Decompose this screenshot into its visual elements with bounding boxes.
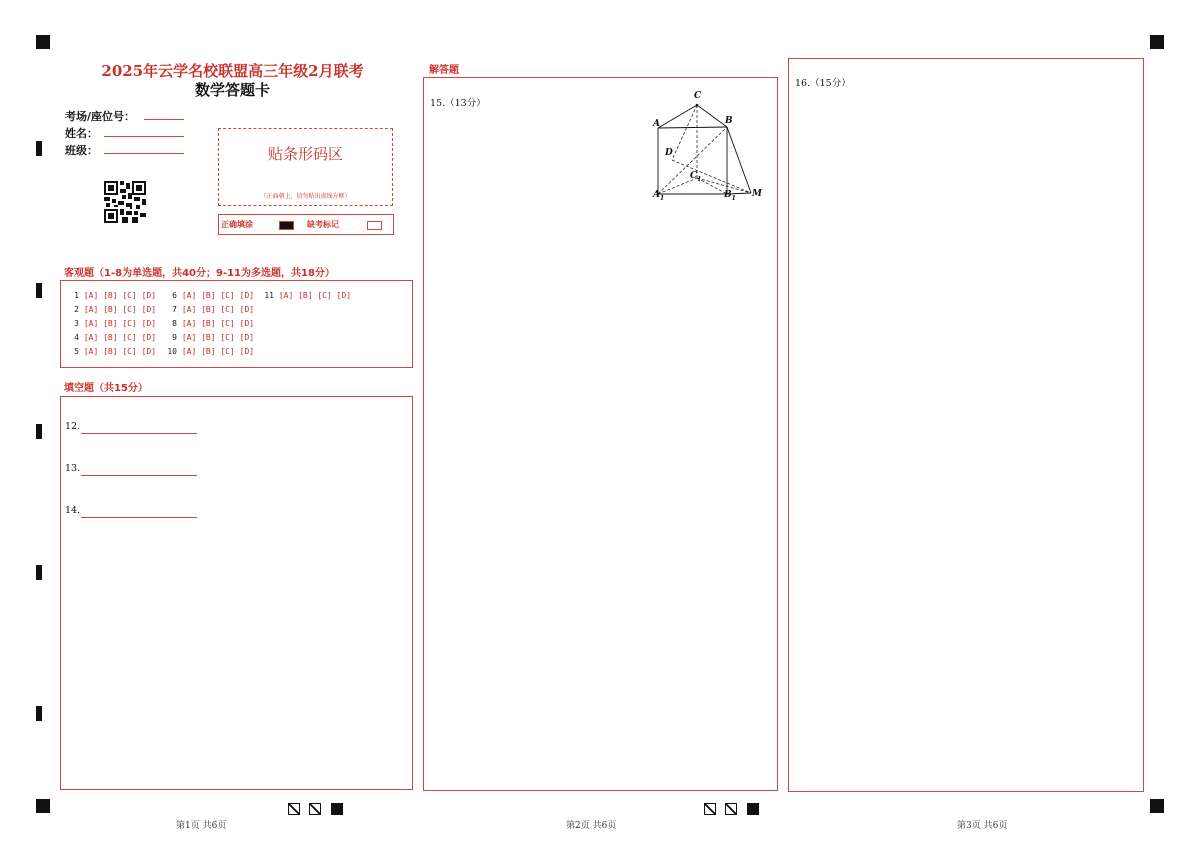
answer-box-15[interactable] [423,77,778,791]
mc-item[interactable]: 10 [A] [B] [C] [D] [167,347,255,356]
name-field[interactable] [104,136,184,137]
mc-item[interactable]: 8 [A] [B] [C] [D] [172,319,255,328]
mc-item[interactable]: 7 [A] [B] [C] [D] [172,305,255,314]
figure-label-c: C [694,91,702,101]
corner-mark-top-left [36,35,50,49]
mc-item[interactable]: 3 [A] [B] [C] [D] [74,319,157,328]
mc-item[interactable]: 6 [A] [B] [C] [D] [172,291,255,300]
fill-in-label-12: 12. [65,421,81,432]
fill-in-answer-13[interactable] [81,475,197,476]
side-mark [36,283,42,298]
objective-heading: 客观题（1-8为单选题，共40分；9-11为多选题，共18分） [64,268,335,279]
card-title: 数学答题卡 [194,81,270,99]
page-marker-hatched-icon [288,803,300,815]
absent-mark-box[interactable] [367,221,382,230]
fill-in-heading: 填空题（共15分） [64,383,148,394]
mc-item[interactable]: 2 [A] [B] [C] [D] [74,305,157,314]
question-15-label: 15.（13分） [430,98,486,109]
corner-mark-top-right [1150,35,1164,49]
objective-box [60,280,413,368]
figure-label-d: D [665,148,673,158]
legend-box [218,214,394,235]
mc-item[interactable]: 11 [A] [B] [C] [D] [264,291,352,300]
footer-page-3: 第3页 共6页 [957,821,1008,831]
footer-page-1: 第1页 共6页 [176,821,227,831]
fill-in-answer-14[interactable] [81,517,197,518]
fill-in-answer-12[interactable] [81,433,197,434]
corner-mark-bottom-right [1150,799,1164,813]
question-16-label: 16.（15分） [795,78,851,89]
figure-label-a: A [653,119,660,129]
class-label: 班级： [65,144,98,157]
page-marker-solid-icon [331,803,343,815]
side-mark [36,565,42,580]
side-mark [36,706,42,721]
figure-label-m: M [752,189,762,199]
side-mark [36,424,42,439]
name-label: 姓名： [65,127,98,140]
figure-label-b: B [725,116,733,126]
figure-label-b1: $B_1$ [724,190,736,202]
fill-in-box [60,396,413,790]
page-marker-hatched-icon [309,803,321,815]
fill-in-label-14: 14. [65,505,81,516]
solution-heading: 解答题 [429,65,459,76]
fill-in-label-13: 13. [65,463,81,474]
mc-item[interactable]: 4 [A] [B] [C] [D] [74,333,157,342]
seat-field[interactable] [144,119,184,120]
footer-page-2: 第2页 共6页 [566,821,617,831]
figure-label-c1: $C_1$ [690,171,702,183]
mc-item[interactable]: 9 [A] [B] [C] [D] [172,333,255,342]
barcode-area [218,128,393,206]
class-field[interactable] [104,153,184,154]
corner-mark-bottom-left [36,799,50,813]
mc-item[interactable]: 5 [A] [B] [C] [D] [74,347,157,356]
correct-fill-sample [279,221,294,230]
barcode-area-note: （正面朝上，切勿贴出虚线方框） [260,193,351,200]
qr-code-icon [104,181,146,223]
absent-mark-label: 缺考标记 [307,220,339,229]
figure-label-a1: $A_1$ [653,190,665,202]
side-mark [36,141,42,156]
mc-item[interactable]: 1 [A] [B] [C] [D] [74,291,157,300]
exam-title: 2025年云学名校联盟高三年级2月联考 [101,62,364,80]
correct-fill-label: 正确填涂 [221,220,253,229]
page-marker-solid-icon [747,803,759,815]
answer-box-16[interactable] [788,58,1144,792]
seat-label: 考场/座位号： [65,110,136,123]
page-marker-hatched-icon [725,803,737,815]
barcode-area-title: 贴条形码区 [267,145,343,163]
page-marker-hatched-icon [704,803,716,815]
